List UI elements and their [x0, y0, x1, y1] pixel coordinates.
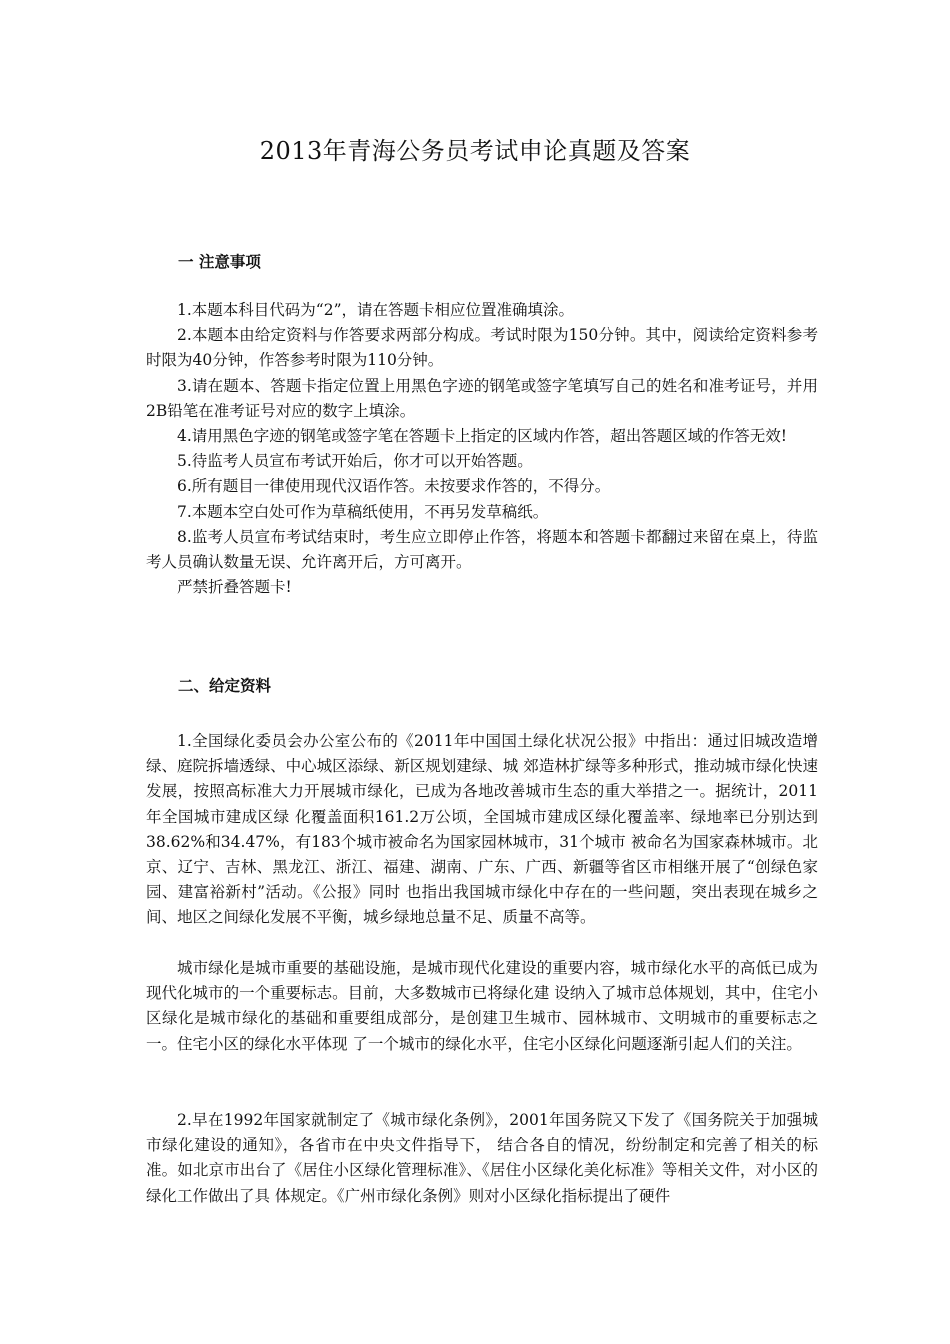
- note-item: 4.请用黑色字迹的钢笔或签字笔在答题卡上指定的区域内作答，超出答题区域的作答无效!: [177, 427, 788, 446]
- paragraph-text: 2.早在1992年国家就制定了《城市绿化条例》，2001年国务院又下发了《国务院关于加强城市绿化建设的通知》，各省市在中央文件指导下， 结合各自的情况，纷纷制定和完善了相关的标准。如北京市出台了《居住小区绿化管理标准》、《居住小区绿化美化标准》等相关文件，对小区的绿化工作做出了具 体规定。《广州市绿化条例》则对小区绿化指标提出了硬件: [146, 1111, 818, 1205]
- section-heading-notes: 一 注意事项: [178, 253, 261, 271]
- material-paragraph: [146, 1108, 818, 1209]
- note-item: 2.本题本由给定资料与作答要求两部分构成。考试时限为150分钟。其中，阅读给定资料参考时限为40分钟，作答参考时限为110分钟。: [146, 326, 818, 370]
- paragraph-text: 1.全国绿化委员会办公室公布的《2011年中国国土绿化状况公报》中指出：通过旧城改造增绿、庭院拆墙透绿、中心城区添绿、新区规划建绿、城 郊造林扩绿等多种形式，推动城市绿化快速发展，按照高标准大力开展城市绿化，已成为各地改善城市生态的重大举措之一。据统计，2011年全国城市建成区绿 化覆盖面积161.2万公顷，全国城市建成区绿化覆盖率、绿地率已分别达到38.62%和34.47%，有183个城市被命名为国家园林城市，31个城市 被命名为国家森林城市。北京、辽宁、吉林、黑龙江、浙江、福建、湖南、广东、广西、新疆等省区市相继开展了“创绿色家园、建富裕新村”活动。《公报》同时 也指出我国城市绿化中存在的一些问题，突出表现在城乡之间、地区之间绿化发展不平衡，城乡绿地总量不足、质量不高等。: [146, 732, 818, 927]
- paragraph-text: 城市绿化是城市重要的基础设施，是城市现代化建设的重要内容，城市绿化水平的高低已成为现代化城市的一个重要标志。目前，大多数城市已将绿化建 设纳入了城市总体规划，其中，住宅小区绿化是城市绿化的基础和重要组成部分，是创建卫生城市、园林城市、文明城市的重要标志之一。住宅小区的绿化水平体现 了一个城市的绿化水平，住宅小区绿化问题逐渐引起人们的关注。: [146, 959, 818, 1053]
- note-item: 1.本题本科目代码为“2”，请在答题卡相应位置准确填涂。: [177, 301, 575, 319]
- document-title: 2013年青海公务员考试申论真题及答案: [259, 137, 691, 165]
- notes-list: [146, 298, 818, 600]
- note-item: 6.所有题目一律使用现代汉语作答。未按要求作答的，不得分。: [177, 477, 611, 496]
- note-item: 严禁折叠答题卡!: [177, 578, 292, 597]
- note-item: 5.待监考人员宣布考试开始后，你才可以开始答题。: [177, 452, 533, 471]
- note-item: 3.请在题本、答题卡指定位置上用黑色字迹的钢笔或签字笔填写自己的姓名和准考证号，并用2B铅笔在准考证号对应的数字上填涂。: [146, 376, 818, 420]
- material-paragraph: [146, 729, 818, 931]
- material-paragraph: [146, 956, 818, 1057]
- section-heading-materials: 二、给定资料: [178, 677, 272, 695]
- note-item: 7.本题本空白处可作为草稿纸使用，不再另发草稿纸。: [177, 502, 549, 521]
- note-item: 8.监考人员宣布考试结束时，考生应立即停止作答，将题本和答题卡都翻过来留在桌上，待监考人员确认数量无误、允许离开后，方可离开。: [146, 527, 818, 572]
